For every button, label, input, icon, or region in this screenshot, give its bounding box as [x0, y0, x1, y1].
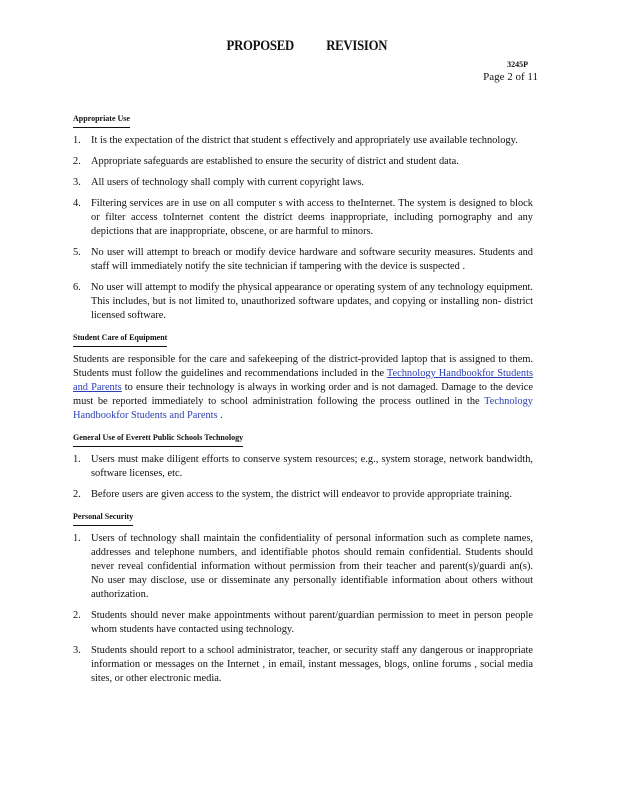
- list-item: 6. No user will attempt to modify the physical appearance or operating system of any technology equipment. This includes, but is not limited to, unauthorized software updates, and copying or installing non- district licensed software.: [73, 282, 533, 321]
- list-item: 3. Students should report to a school administrator, teacher, or security staff any dangerous or inappropriate information or messages on the Internet , in email, instant messages, blogs, online forums , social media sites, or other electronic media.: [73, 645, 533, 684]
- list-item-text: Students should report to a school administrator, teacher, or security staff any dangerous or inappropriate information or messages on the Internet , in email, instant messages, blogs, online forums , social media sites, or other electronic media.: [91, 645, 533, 684]
- list-item-text: Appropriate safeguards are established to ensure the security of district and student data.: [91, 156, 459, 167]
- page-title: [44, 38, 569, 55]
- section-heading: Appropriate Use: [73, 112, 130, 128]
- list-item: 1. It is the expectation of the district that student s effectively and appropriately use available technology.: [73, 135, 518, 146]
- list-item: 1. Users of technology shall maintain the confidentiality of personal information such as complete names, addresses and telephone numbers, and identifiable photos should remain confidential. Students should never reveal confidential information without permission from their teacher and parent(s)/guardi an(s). No user may disclose, use or disseminate any personally identifiable information about others without authorization.: [73, 533, 533, 600]
- list-item-text: Users of technology shall maintain the confidentiality of personal information such as complete names, addresses and telephone numbers, and identifiable photos should remain confidential. Students should never reveal confidential information without permission from their teacher and parent(s)/guardi an(s). No user may disclose, use or disseminate any personally identifiable information about others without authorization.: [91, 533, 533, 600]
- title-word-proposed: PROPOSED: [226, 38, 294, 54]
- student-care-paragraph: Students are responsible for the care and safekeeping of the district-provided laptop that is assigned to them. Students must follow the guidelines and recommendations included in the Technology Handbookfor Students and Parents to ensure their technology is always in working order and is not damaged. Damage to the device must be reported immediately to school administration following the process outlined in the Technology Handbookfor Students and Parents .: [73, 354, 533, 421]
- list-item-text: Students should never make appointments without parent/guardian permission to meet in person people whom students have contacted using technology.: [91, 610, 533, 635]
- general-use-list: [73, 453, 533, 502]
- section-personal-security: [73, 510, 533, 686]
- section-heading: Student Care of Equipment: [73, 331, 167, 347]
- list-item: 5. No user will attempt to breach or modify device hardware and software security measures. Students and staff will immediately notify the site technician if tampering with the device is suspected .: [73, 247, 533, 272]
- document-number: 3245P: [507, 60, 528, 69]
- section-general-use: [73, 431, 533, 502]
- list-item-text: Before users are given access to the system, the district will endeavor to provide appropriate training.: [91, 489, 512, 500]
- page-number: Page 2 of 11: [483, 71, 538, 83]
- document-body: [73, 112, 533, 694]
- section-heading: General Use of Everett Public Schools Technology: [73, 431, 243, 447]
- list-item-text: It is the expectation of the district that student s effectively and appropriately use available technology.: [91, 135, 518, 146]
- title-word-revision: REVISION: [326, 38, 388, 54]
- section-heading: Personal Security: [73, 510, 133, 526]
- list-item: 2. Appropriate safeguards are established to ensure the security of district and student data.: [73, 156, 459, 167]
- list-item: 4. Filtering services are in use on all computer s with access to theInternet. The system is designed to block or filter access toInternet content the district deems inappropriate, including pornography and any depictions that are inappropriate, obscene, or are harmful to minors.: [73, 198, 533, 237]
- technology-handbook-link-2[interactable]: Technology Handbookfor Students and Parents: [73, 396, 533, 421]
- appropriate-use-list: [73, 134, 533, 323]
- list-item-text: Users must make diligent efforts to conserve system resources; e.g., system storage, network bandwidth, software licenses, etc.: [91, 454, 533, 479]
- list-item: 2. Students should never make appointments without parent/guardian permission to meet in person people whom students have contacted using technology.: [73, 610, 533, 635]
- list-item-text: Filtering services are in use on all computer s with access to theInternet. The system is designed to block or filter access toInternet content the district deems inappropriate, including pornography and any depictions that are inappropriate, obscene, or are harmful to minors.: [91, 198, 533, 237]
- list-item-text: No user will attempt to modify the physical appearance or operating system of any technology equipment. This includes, but is not limited to, unauthorized software updates, and copying or installing non- district licensed software.: [91, 282, 533, 321]
- list-item: 2. Before users are given access to the system, the district will endeavor to provide appropriate training.: [73, 489, 512, 500]
- section-student-care: [73, 331, 533, 423]
- list-item-text: No user will attempt to breach or modify device hardware and software security measures. Students and staff will immediately notify the site technician if tampering with the device is suspected .: [91, 247, 533, 272]
- section-appropriate-use: [73, 112, 533, 323]
- personal-security-list: [73, 532, 533, 686]
- list-item: 1. Users must make diligent efforts to conserve system resources; e.g., system storage, network bandwidth, software licenses, etc.: [73, 454, 533, 479]
- list-item-text: All users of technology shall comply with current copyright laws.: [91, 177, 364, 188]
- technology-handbook-link[interactable]: Technology Handbookfor Students and Parents: [73, 368, 533, 393]
- list-item: 3. All users of technology shall comply with current copyright laws.: [73, 177, 364, 188]
